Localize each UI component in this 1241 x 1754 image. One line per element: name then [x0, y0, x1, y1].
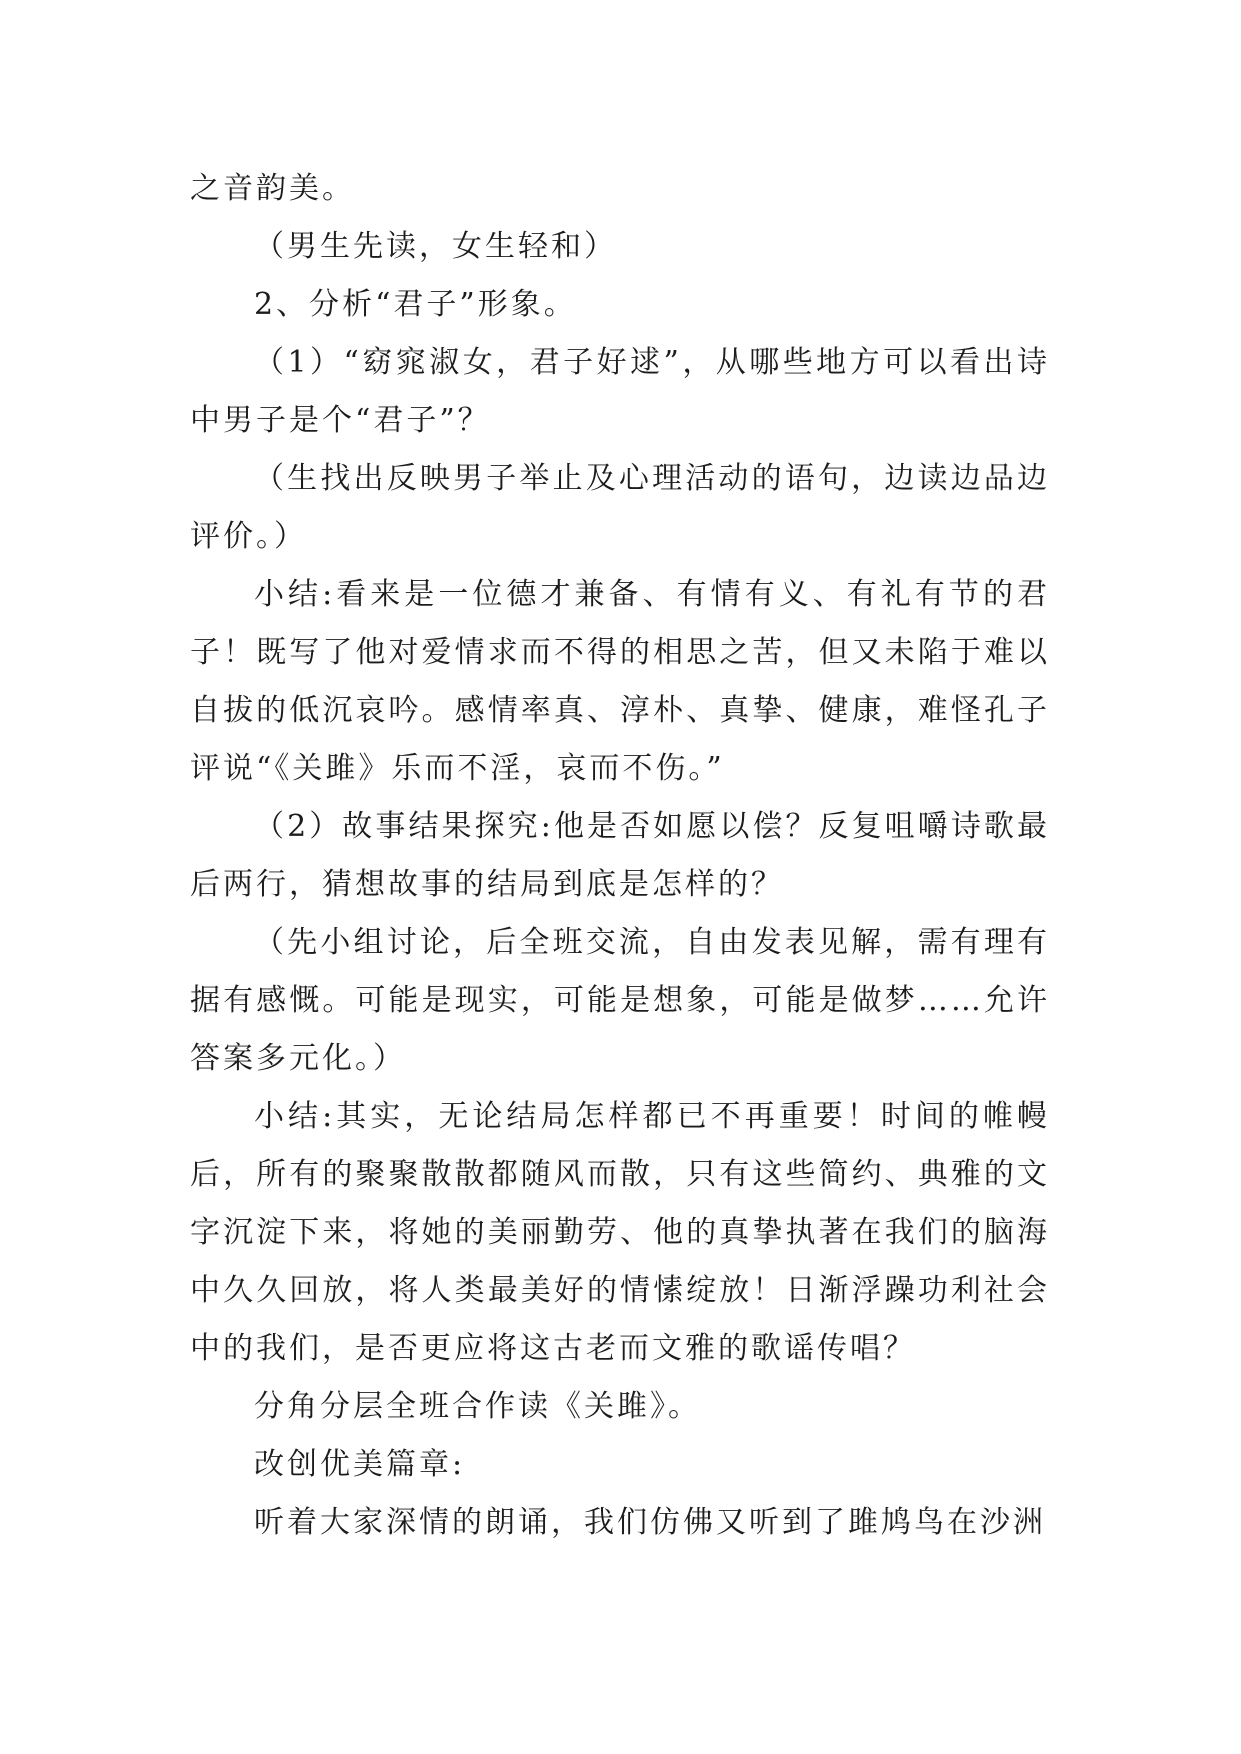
paragraph-2: （男生先读，女生轻和） — [254, 229, 617, 264]
paragraph-1: 之音韵美。 — [190, 171, 355, 206]
paragraph-4: （1）“窈窕淑女，君子好逑”，从哪些地方可以看出诗中男子是个“君子”？ — [190, 345, 1050, 438]
paragraph-5: （生找出反映男子举止及心理活动的语句，边读边品边评价。） — [190, 461, 1050, 554]
paragraph-7: （2）故事结果探究:他是否如愿以偿？反复咀嚼诗歌最后两行，猜想故事的结局到底是怎样的？ — [190, 809, 1050, 902]
paragraph-8: （先小组讨论，后全班交流，自由发表见解，需有理有据有感慨。可能是现实，可能是想象，可能是做梦……允许答案多元化。） — [190, 925, 1050, 1076]
paragraph-3: 2、分析“君子”形象。 — [254, 287, 577, 322]
document-body — [190, 160, 1050, 1552]
paragraph-6: 小结:看来是一位德才兼备、有情有义、有礼有节的君子！既写了他对爱情求而不得的相思之苦，但又未陷于难以自拔的低沉哀吟。感情率真、淳朴、真挚、健康，难怪孔子评说“《关雎》乐而不淫，哀而不伤。” — [190, 577, 1050, 786]
paragraph-9: 小结:其实，无论结局怎样都已不再重要！时间的帷幔后，所有的聚聚散散都随风而散，只有这些简约、典雅的文字沉淀下来，将她的美丽勤劳、他的真挚执著在我们的脑海中久久回放，将人类最美好的情愫绽放！日渐浮躁功利社会中的我们，是否更应将这古老而文雅的歌谣传唱？ — [190, 1099, 1050, 1366]
paragraph-10: 分角分层全班合作读《关雎》。 — [254, 1389, 701, 1424]
paragraph-12: 听着大家深情的朗诵，我们仿佛又听到了雎鸠鸟在沙洲 — [254, 1505, 1046, 1540]
paragraph-11: 改创优美篇章: — [254, 1447, 466, 1482]
